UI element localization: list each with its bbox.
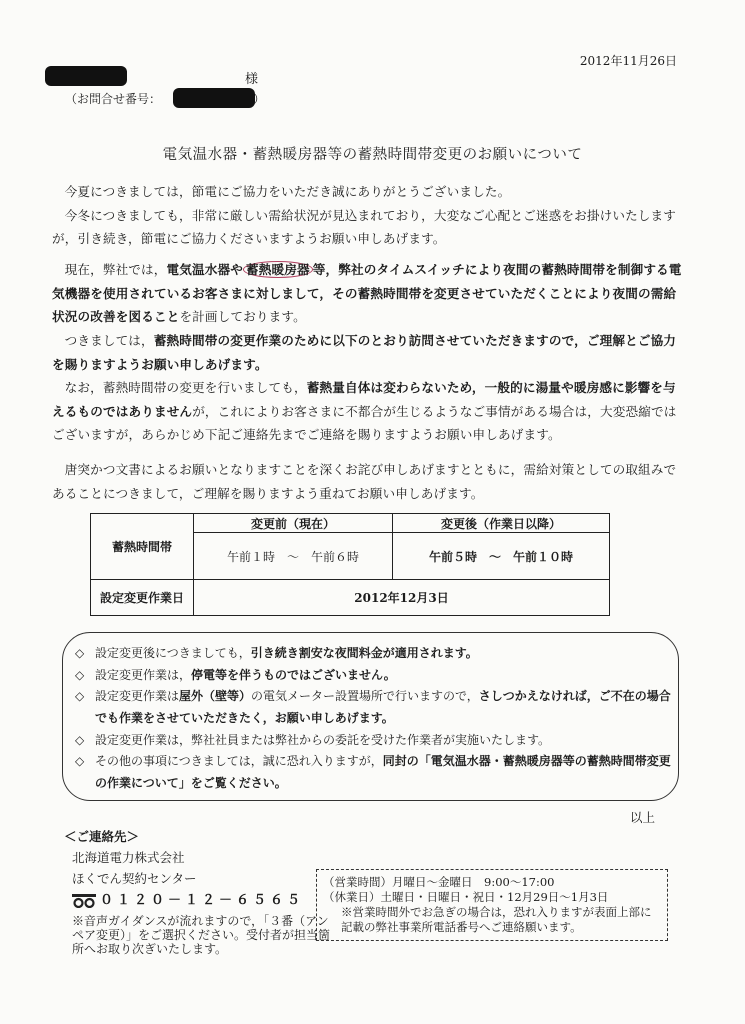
text: 現在，弊社では， — [64, 262, 167, 277]
notes-box — [62, 632, 679, 801]
diamond-icon: ◇ — [75, 668, 85, 682]
text: なお，蓄熱時間帯の変更を行いましても， — [64, 380, 307, 395]
diamond-icon: ◇ — [75, 646, 85, 660]
text: の電気メーター設置場所で行いますので， — [251, 689, 479, 703]
bold-text: 等，弊社のタイムスイッチにより夜間の蓄熱時間帯を制御する電気機器を使用されているお客さまに対しまして，その蓄熱時間帯を変更させていただくことにより夜間の需給状況の改善を図ること — [52, 262, 682, 324]
text: が，これによりお客さまに不都合が生じるようなご事情がある場合は，大変恐縮ではございますが，あらかじめ下記ご連絡先までご連絡を賜りますようお願い申しあげます。 — [52, 403, 677, 442]
after-hours-note: ※営業時間外でお急ぎの場合は，恐れ入りますが表面上部に記載の弊社事業所電話番号へご連絡願います。 — [341, 905, 652, 934]
text: つきましては， — [64, 333, 154, 348]
center-name: ほくでん契約センター — [72, 871, 197, 886]
text: その他の事項につきましては，誠に恐れ入りますが， — [95, 754, 383, 768]
paragraph-visit — [52, 329, 688, 376]
work-date-label: 設定変更作業日 — [91, 580, 194, 616]
note-item — [75, 686, 675, 729]
paragraph-note — [52, 376, 688, 447]
paragraph-apology: 唐突かつ文書によるお願いとなりますことを深くお詫び申しあげますとともに，需給対策としての取組みであることにつきまして，ご理解を賜りますよう重ねてお願い申しあげます。 — [52, 462, 677, 501]
letter-title: 電気温水器・蓄熱暖房器等の蓄熱時間帯変更のお願いについて — [162, 147, 583, 163]
bold-text: 停電等を伴うものではございません。 — [191, 668, 396, 682]
diamond-icon: ◇ — [75, 754, 85, 768]
holidays: （休業日）土曜日・日曜日・祝日・12月29日～1月3日 — [323, 890, 609, 904]
note-item — [75, 751, 675, 794]
paragraph-thanks — [52, 180, 688, 251]
voice-guidance-note: ※音声ガイダンスが流れますので，「３番（アンペア変更）」をご選択ください。受付者が担当箇所へお取り次ぎいたします。 — [72, 914, 331, 956]
note-text — [75, 686, 675, 729]
paragraph-line: 今冬につきましても，非常に厳しい需給状況が見込まれており，大変なご心配とご迷惑をお掛けいたしますが，引き続き，節電にご協力くださいますようお願い申しあげます。 — [52, 207, 677, 246]
redacted-inquiry-number — [173, 88, 255, 108]
bold-text: 屋外（壁等） — [179, 689, 252, 703]
letter-date: 2012年11月26日 — [579, 54, 677, 68]
note-item — [75, 665, 675, 687]
before-header: 変更前（現在） — [194, 514, 393, 533]
bold-text: さしつかえなければ，ご不在の場合でも作業をさせていただきたく，お願い申しあげます。 — [95, 689, 671, 725]
paragraph-line: 今夏につきましては，節電にご協力をいただき誠にありがとうございました。 — [64, 184, 511, 199]
storage-time-label: 蓄熱時間帯 — [91, 514, 194, 580]
business-hours: （営業時間）月曜日～金曜日 9:00～17:00 — [323, 875, 555, 889]
text: 設定変更作業は，弊社社員または弊社からの委託を受けた作業者が実施いたします。 — [95, 733, 551, 747]
company-name: 北海道電力株式会社 — [72, 850, 185, 865]
paragraph-current — [52, 258, 688, 329]
addressee-block — [45, 64, 265, 108]
after-header: 変更後（作業日以降） — [393, 514, 610, 533]
business-hours-box — [316, 869, 668, 941]
note-item — [75, 643, 675, 665]
honorific: 様 — [245, 72, 259, 87]
circled-text: 蓄熱暖房器 — [243, 261, 313, 278]
after-time-value: 午前５時 ～ 午前１０時 — [393, 533, 610, 580]
work-date-value: 2012年12月3日 — [194, 580, 610, 616]
redacted-name — [45, 66, 127, 86]
diamond-icon: ◇ — [75, 733, 85, 747]
phone-row — [72, 889, 332, 911]
schedule-table — [90, 513, 610, 616]
bold-text: 蓄熱量自体は変わらないため，一般的に湯量や暖房感に影響を与えるものではありません — [52, 380, 676, 419]
note-text — [75, 751, 675, 794]
bold-text: 蓄熱時間帯の変更作業のために以下のとおり訪問させていただきますので，ご理解とご協力を賜りますようお願い申しあげます。 — [52, 333, 677, 372]
before-time-value: 午前１時 ～ 午前６時 — [194, 533, 393, 580]
text: 設定変更後につきましても， — [95, 646, 251, 660]
free-dial-icon — [72, 894, 96, 908]
inquiry-number-label: （お問合せ番号： — [65, 92, 162, 106]
contact-block — [64, 826, 332, 956]
closing-mark: 以上 — [629, 810, 655, 825]
bold-text: 電気温水器や — [166, 262, 244, 277]
text: 設定変更作業は — [95, 689, 180, 703]
bold-text: 同封の「電気温水器・蓄熱暖房器等の蓄熱時間帯変更の作業について」をご覧ください。 — [95, 754, 671, 790]
bold-text: 引き続き割安な夜間料金が適用されます。 — [250, 646, 478, 660]
text: 設定変更作業は， — [95, 668, 192, 682]
text: を計画しております。 — [179, 309, 306, 324]
phone-number[interactable]: ０１２０－１２－６５６５ — [100, 893, 305, 908]
contact-heading: ＜ご連絡先＞ — [64, 829, 140, 844]
inquiry-number-close: ） — [253, 92, 266, 106]
note-item — [75, 730, 675, 752]
diamond-icon: ◇ — [75, 689, 85, 703]
